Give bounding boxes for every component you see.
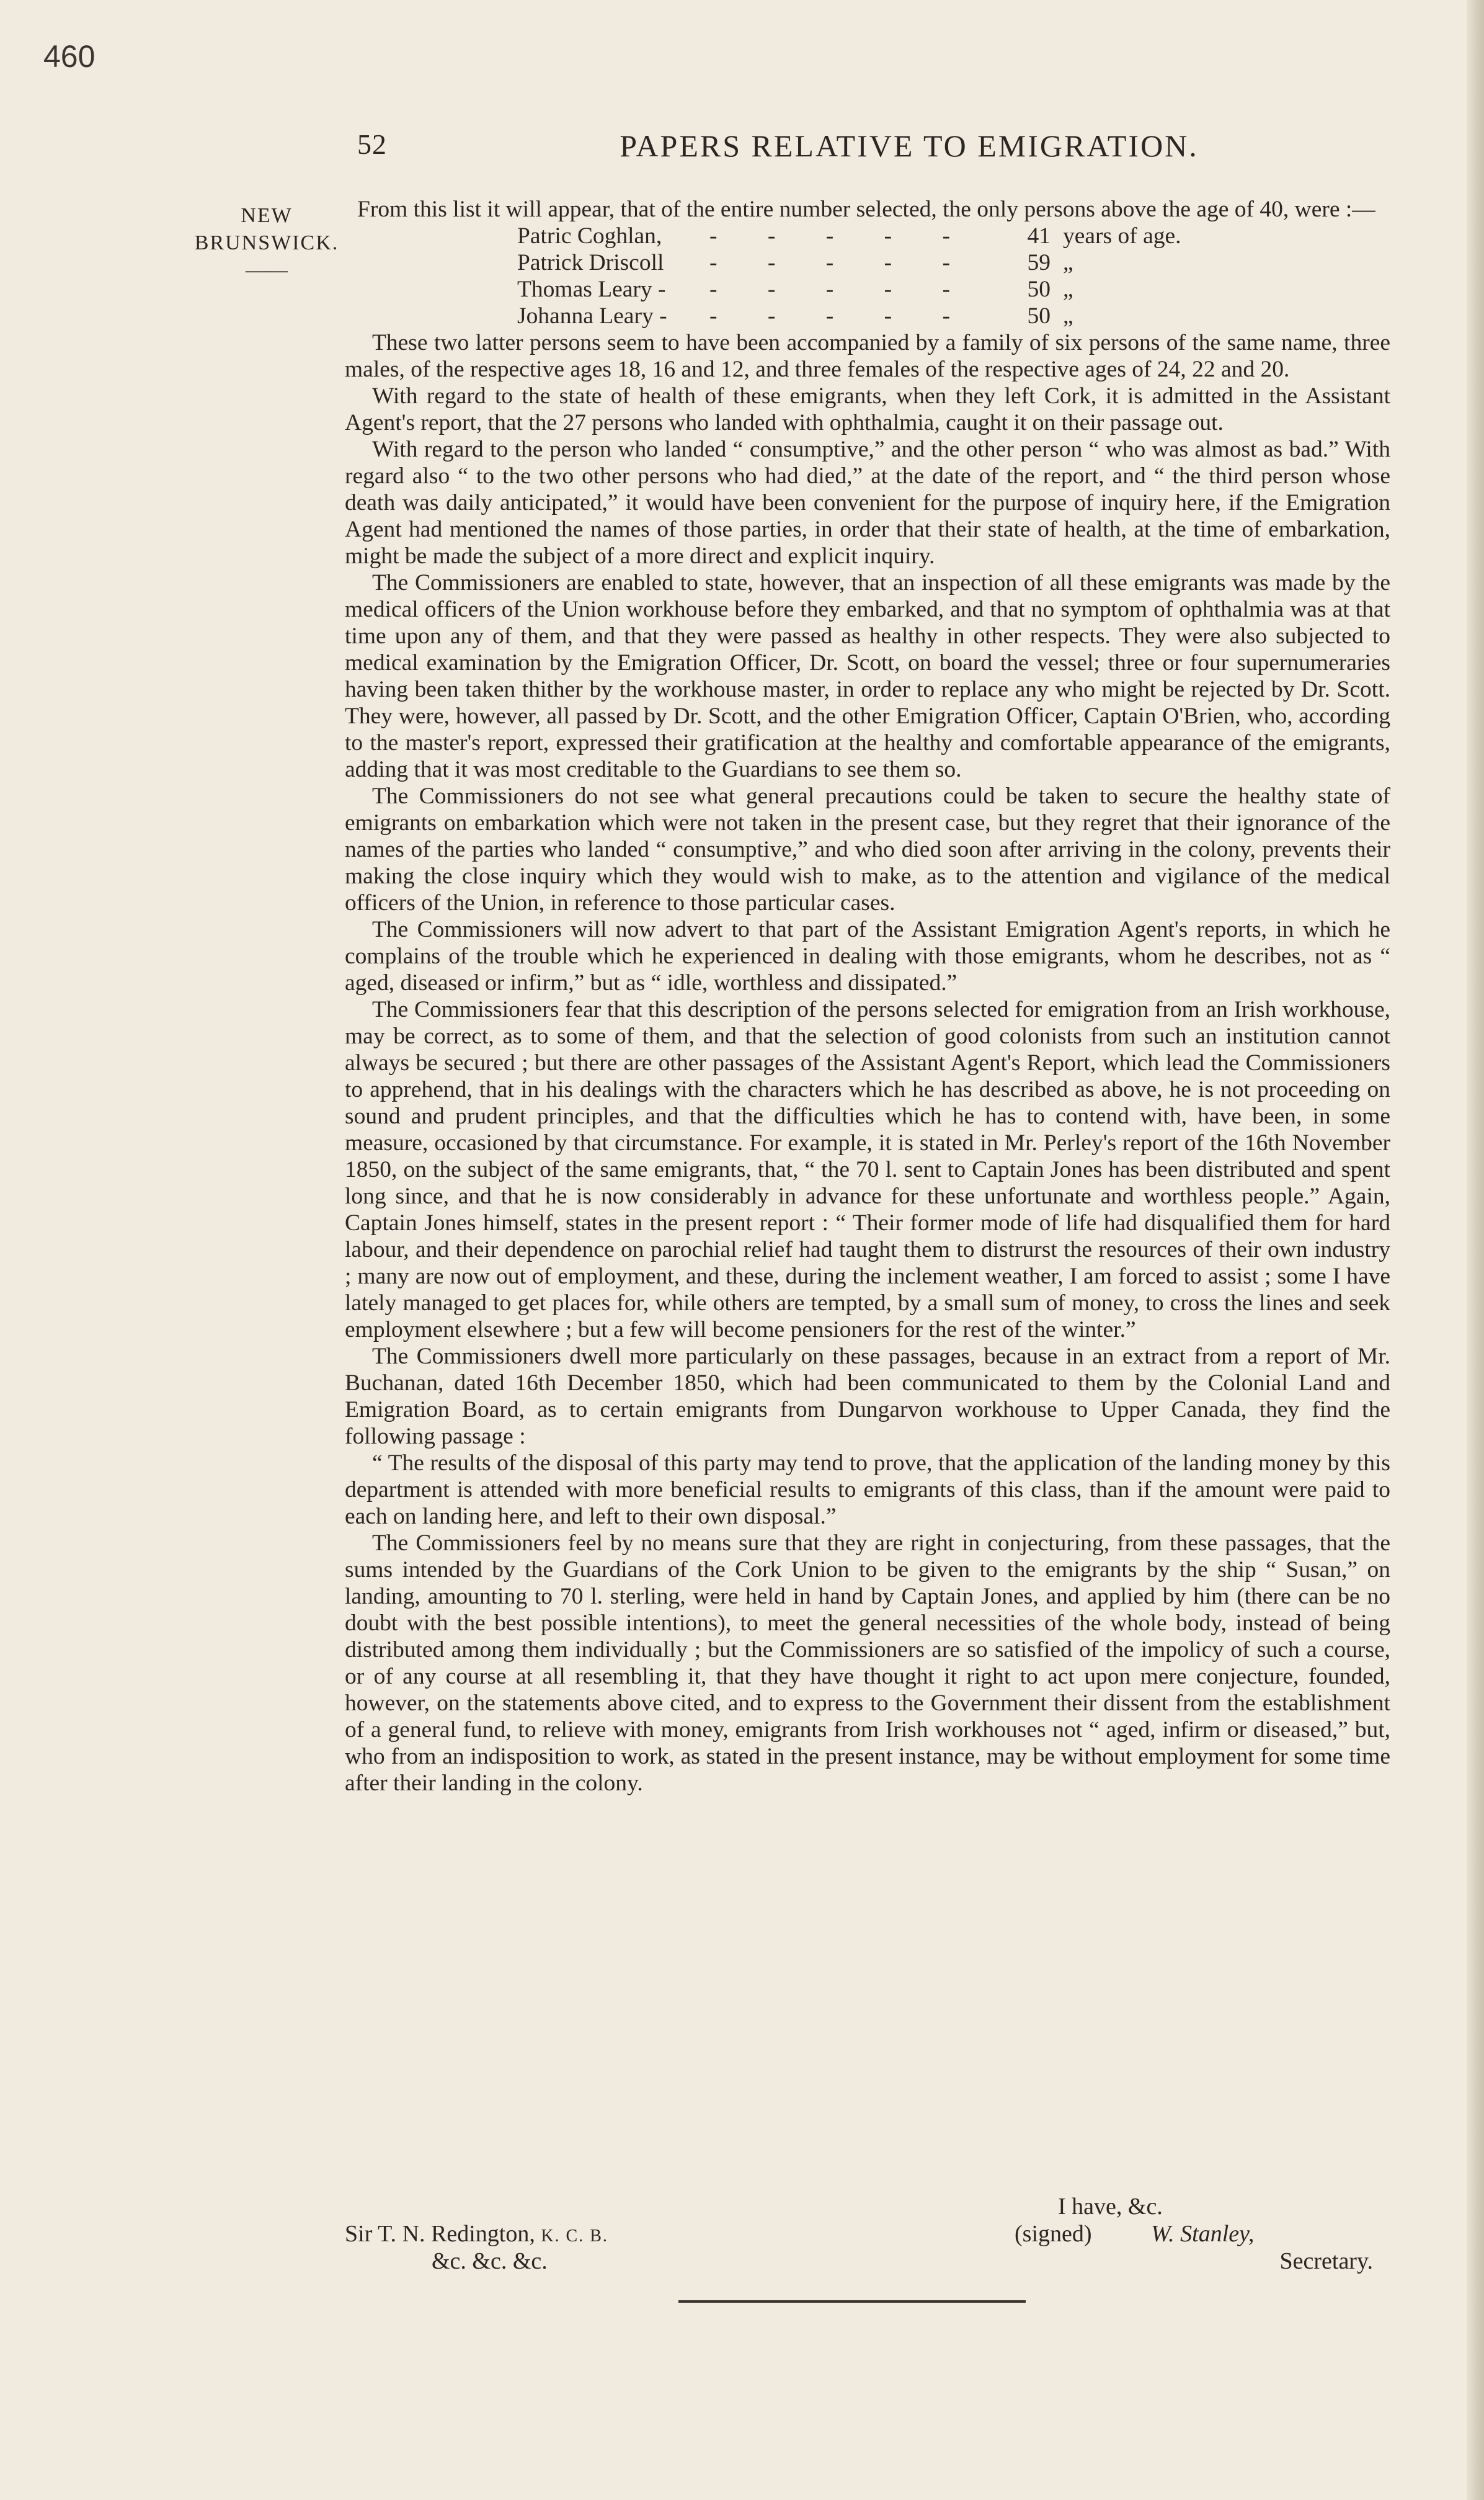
person-name: Johanna Leary - — [517, 303, 667, 329]
addressee — [345, 2221, 608, 2249]
leader-dashes: - - - - - — [709, 303, 972, 329]
running-head-title: PAPERS RELATIVE TO EMIGRATION. — [620, 128, 1199, 163]
age-unit: „ — [1063, 303, 1073, 329]
end-rule — [678, 2300, 1026, 2303]
table-row — [517, 249, 1237, 276]
paragraph: These two latter persons seem to have been accompanied by a family of six persons of the same name, three males, of the respective ages 18, 16 and 12, and three females of the respective ages of 24, 22 and 20. — [345, 330, 1390, 382]
age-unit: „ — [1063, 250, 1073, 275]
person-age: 59 — [1027, 250, 1051, 275]
paragraph: The Commissioners are enabled to state, however, that an inspection of all these emigrants was made by the medical officers of the Union workhouse before they embarked, and that no symptom of ophthalmia was at that time upon any of them, and that they were passed as healthy in other respects. They were also subjected to medical examination by the Emigration Officer, Dr. Scott, on board the vessel; three or four supernumeraries having been taken thither by the workhouse master, in order to replace any who might be rejected by Dr. Scott. They were, however, all passed by Dr. Scott, and the other Emigration Officer, Captain O'Brien, who, according to the master's report, expressed their gratification at the healthy and comfortable appearance of the emigrants, adding that it was most creditable to the Guardians to see them so. — [345, 570, 1390, 782]
paragraph: The Commissioners fear that this description of the persons selected for emigration from an Irish workhouse, may be correct, as to some of them, and that the selection of good colonists from such an institution cannot always be secured ; but there are other passages of the Assistant Agent's Report, which lead the Commissioners to apprehend, that in his dealings with the characters which he has described as above, he is not proceeding on sound and prudent principles, and that the difficulties which he has to contend with, have been, in some measure, occasioned by that circumstance. For example, it is stated in Mr. Perley's report of the 16th November 1850, on the subject of the same emigrants, that, “ the 70 l. sent to Captain Jones has been distributed and spent long since, and that he is now considerably in advance for these unfortunate and worthless people.” Again, Captain Jones himself, states in the present report : “ Their former mode of life had disqualified them for hard labour, and their dependence on parochial relief had taught them to distrurst the resources of their own industry ; many are now out of employment, and these, during the inclement weather, I am forced to assist ; some I have lately managed to get places for, while others are tempted, by a small sum of money, to cross the lines and seek employment elsewhere ; but a few will become pensioners for the rest of the winter.” — [345, 997, 1390, 1342]
person-age: 41 — [1027, 223, 1051, 249]
paragraph: The Commissioners will now advert to that part of the Assistant Emigration Agent's reports, in which he complains of the trouble which he experienced in dealing with those emigrants, whom he describes, not as “ aged, diseased or infirm,” but as “ idle, worthless and dissipated.” — [345, 917, 1390, 996]
paragraph: The Commissioners do not see what general precautions could be taken to secure the healthy state of emigrants on embarkation which were not taken in the present case, but they regret that their ignorance of the names of the parties who landed “ consumptive,” and who died soon after arriving in the colony, prevents their making the close inquiry which they would wish to make, as to the attention and vigilance of the medical officers of the Union, in reference to those particular cases. — [345, 783, 1390, 916]
table-row — [517, 303, 1237, 329]
signed-label: (signed) — [1015, 2221, 1092, 2247]
salutation: I have, &c. — [1058, 2194, 1163, 2220]
age-unit: „ — [1063, 277, 1073, 302]
running-head — [357, 128, 1387, 171]
side-note-line-1: NEW — [241, 204, 293, 227]
side-note-line-2: BRUNSWICK. — [194, 231, 339, 254]
paragraph: From this list it will appear, that of the entire number selected, the only persons above the age of 40, were :— — [357, 197, 1375, 222]
person-name: Thomas Leary - — [517, 277, 666, 302]
person-name: Patrick Driscoll — [517, 250, 664, 275]
letter-closing — [345, 2194, 1390, 2287]
scan-edge — [1467, 0, 1484, 2500]
quoted-passage: “ The results of the disposal of this party may tend to prove, that the application of the landing money by this department is attended with more beneficial results to emigrants of this class, than if the amount were paid to each on landing here, and left to their own disposal.” — [345, 1450, 1390, 1529]
paragraph: With regard to the person who landed “ consumptive,” and the other person “ who was almost as bad.” With regard also “ to the two other persons who had died,” at the date of the report, and “ the third person whose death was daily anticipated,” it would have been convenient for the purpose of inquiry here, if the Emigration Agent had mentioned the names of those parties, in order that their state of health, at the time of embarkation, might be made the subject of a more direct and explicit inquiry. — [345, 437, 1390, 569]
leader-dashes: - - - - - — [709, 277, 972, 302]
person-age: 50 — [1027, 303, 1051, 329]
signer-name: W. Stanley, — [1151, 2221, 1255, 2247]
person-name: Patric Coghlan, — [517, 223, 662, 249]
addressee-name: Sir T. N. Redington, — [345, 2221, 535, 2247]
leader-dashes: - - - - - — [709, 223, 972, 249]
table-row — [517, 276, 1237, 303]
addressee-honours: K. C. B. — [541, 2226, 608, 2246]
addressee-etc: &c. &c. &c. — [432, 2248, 548, 2274]
person-age: 50 — [1027, 277, 1051, 302]
persons-over-40-table — [517, 223, 1237, 329]
leader-dashes: - - - - - — [709, 250, 972, 275]
side-note — [186, 202, 347, 284]
printed-page-number: 52 — [357, 128, 387, 160]
age-unit: years of age. — [1063, 223, 1181, 249]
signer-position: Secretary. — [1279, 2248, 1373, 2274]
archive-page-number: 460 — [43, 39, 96, 74]
paragraph: The Commissioners feel by no means sure that they are right in conjecturing, from these passages, that the sums intended by the Guardians of the Cork Union to be given to the emigrants by the ship “ Susan,” on landing, amounting to 70 l. sterling, were held in hand by Captain Jones, and applied by him (there can be no doubt with the best possible intentions), to meet the general necessities of the whole body, instead of being distributed among them individually ; but the Commissioners are so satisfied of the impolicy of such a course, or of any course at all resembling it, that they have thought it right to act upon mere conjecture, founded, however, on the statements above cited, and to express to the Government their dissent from the establishment of a general fund, to relieve with money, emigrants from Irish workhouses not “ aged, infirm or diseased,” but, who from an indisposition to work, as stated in the present instance, may be without employment for some time after their landing in the colony. — [345, 1530, 1390, 1796]
body-text — [345, 196, 1390, 1797]
side-note-dash: —— — [246, 259, 288, 282]
paragraph: With regard to the state of health of these emigrants, when they left Cork, it is admitted in the Assistant Agent's report, that the 27 persons who landed with ophthalmia, caught it on their passage out. — [345, 383, 1390, 435]
paragraph: The Commissioners dwell more particularly on these passages, because in an extract from a report of Mr. Buchanan, dated 16th December 1850, which had been communicated to them by the Colonial Land and Emigration Board, as to certain emigrants from Dungarvon workhouse to Upper Canada, they find the following passage : — [345, 1344, 1390, 1449]
table-row — [517, 223, 1237, 249]
